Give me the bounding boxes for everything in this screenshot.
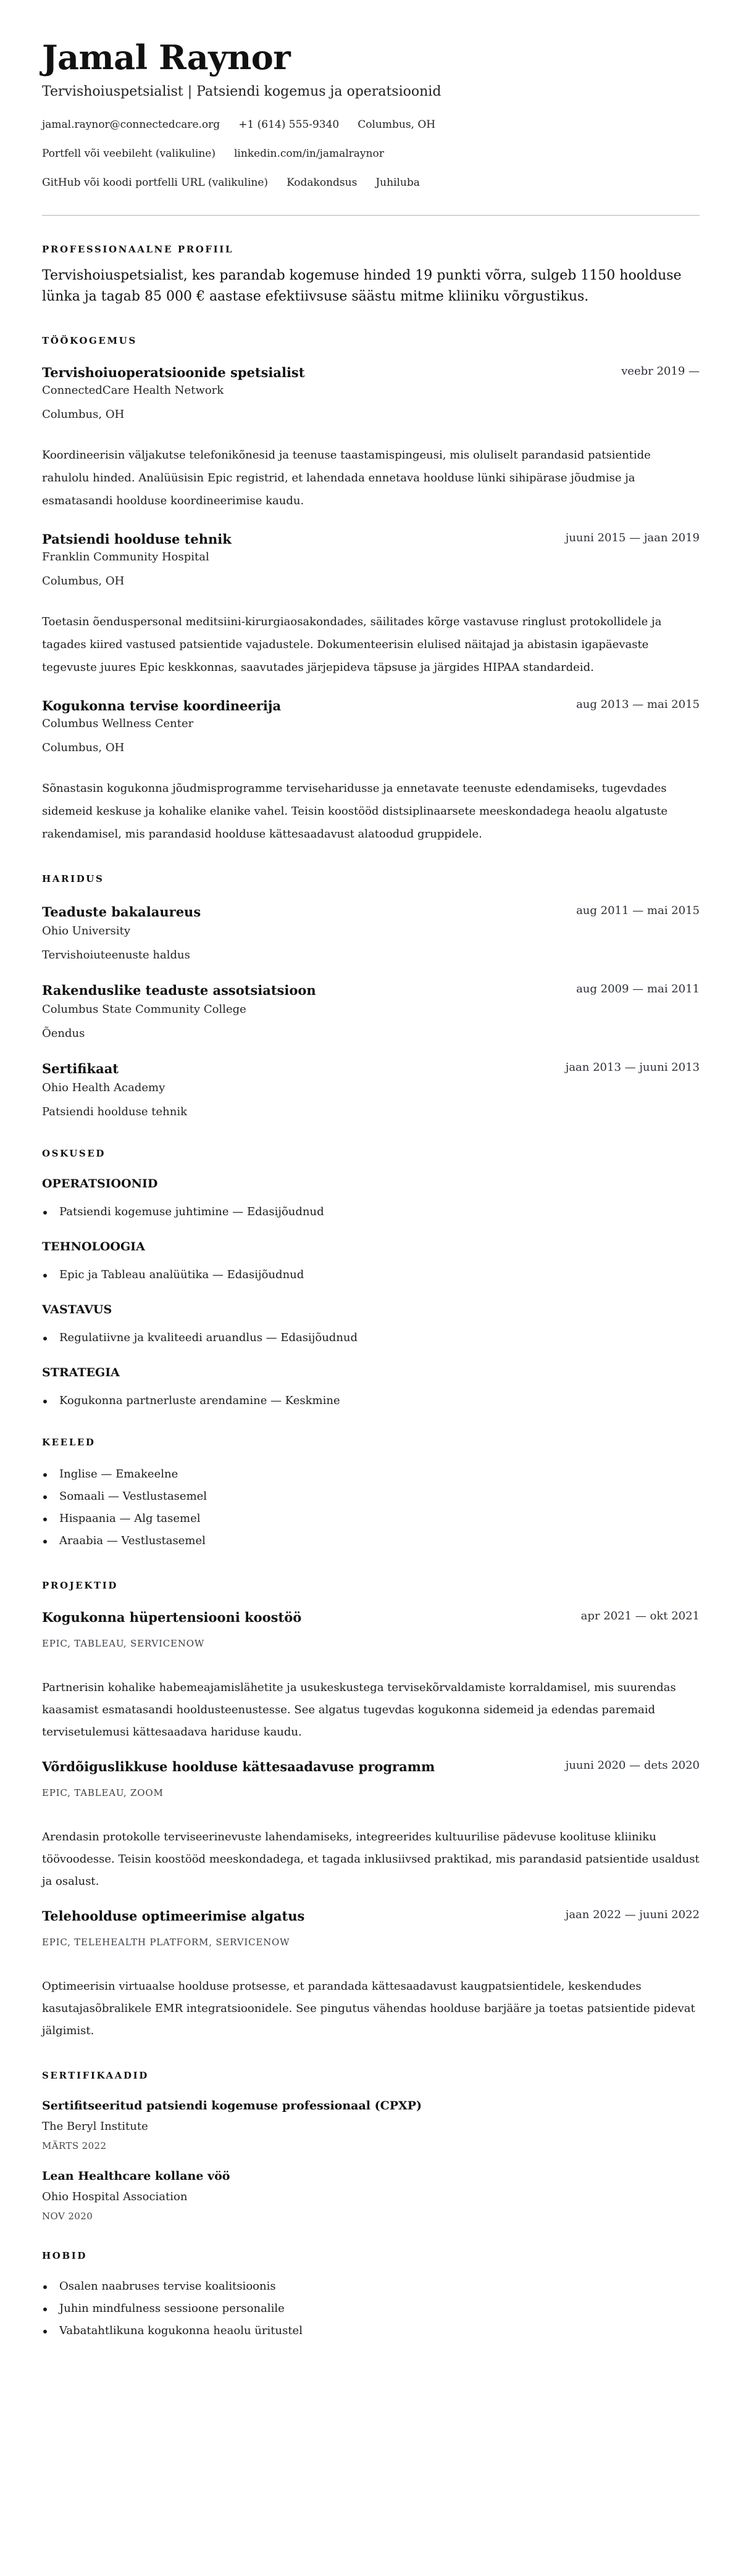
experience-entry [42,364,700,512]
skill-group [42,1239,700,1283]
project-entry [42,1758,700,1893]
job-location: Columbus, OH [42,408,125,421]
job-dates: juuni 2015 — jaan 2019 [565,531,700,544]
field-of-study: Patsiendi hoolduse tehnik [42,1105,187,1118]
skill-group [42,1302,700,1346]
education-entry [42,904,700,963]
certifications-section [42,2069,700,2222]
skill-group-title: OPERATSIOONID [42,1177,158,1190]
experience-entry [42,697,700,846]
project-entry [42,1609,700,1743]
section-title: OSKUSED [42,1148,106,1159]
hobby-item: Osalen naabruses tervise koalitsioonis [42,2275,700,2298]
section-title: SERTIFIKAADID [42,2070,149,2081]
section-title: PROFESSIONAALNE PROFIIL [42,244,234,255]
header-divider [42,215,700,216]
language-item: Hispaania — Alg tasemel [42,1508,700,1530]
portfolio-link[interactable]: Portfell või veebileht (valikuline) [42,147,216,160]
contact-row [42,117,700,132]
drivers-license: Juhiluba [375,177,420,189]
languages-section [42,1436,700,1552]
skills-section [42,1147,700,1409]
citizenship: Kodakondsus [287,177,358,189]
skill-item: Patsiendi kogemuse juhtimine — Edasijõudnud [42,1204,700,1220]
candidate-name: Jamal Raynor [42,38,291,77]
certification-date: NOV 2020 [42,2211,93,2222]
field-of-study: Tervishoiuteenuste haldus [42,949,190,962]
location: Columbus, OH [358,118,436,131]
project-description: Arendasin protokolle terviseerinevuste lahendamiseks, integreerides kultuurilise pädevuse koolituse kliiniku töövoodesse. Teisin koostööd meeskondadega, et tagada inklusiivsed praktikad, mis parandasid patsientide usaldust ja osalust. [42,1830,700,1888]
project-dates: jaan 2022 — juuni 2022 [565,1908,700,1921]
education-section [42,873,700,1120]
education-dates: jaan 2013 — juuni 2013 [565,1061,700,1074]
job-description: Koordineerisin väljakutse telefonikõnesid ja teenuse taastamispingeusi, mis oluliselt parandasid patsientide rahulolu hinded. Analüüsisin Epic registrid, et lahendada ennetava hoolduse lünki sihipärase jõudmise ja esmatasandi hoolduse koordineerimise kaudu. [42,449,651,507]
school: Columbus State Community College [42,1003,246,1016]
project-description: Optimeerisin virtuaalse hoolduse protsesse, et parandada kättesaadavust kaugpatsientidele, keskendudes kasutajasõbralikele EMR integratsioonidele. See pingutus vähendas hoolduse barjääre ja toetas patsientide pidevat jälgimist. [42,1980,695,2037]
degree: Rakenduslike teaduste assotsiatsioon [42,983,316,998]
section-title: TÖÖKOGEMUS [42,335,137,346]
job-description: Toetasin õenduspersonal meditsiini-kirurgiaosakondades, säilitades kõrge vastavuse ringlust protokollidele ja tagades kiired vastused patsientide vajadustele. Dokumenteerisin elulised näitajad ja abistasin igapäevaste tegevuste juures Epic keskkonnas, saavutades järjepideva täpsuse ja järgides HIPAA standardeid. [42,615,662,674]
skill-group-title: STRATEGIA [42,1366,120,1379]
field-of-study: Õendus [42,1027,85,1040]
certification-entry [42,2168,700,2222]
job-title: Kogukonna tervise koordineerija [42,698,282,713]
projects-section [42,1579,700,2042]
profile-section [42,243,700,307]
project-tags: EPIC, TABLEAU, ZOOM [42,1787,164,1798]
project-name: Võrdõiguslikkuse hoolduse kättesaadavuse programm [42,1759,435,1774]
resume-header [42,37,700,216]
job-title: Patsiendi hoolduse tehnik [42,531,232,547]
employer: Franklin Community Hospital [42,551,209,563]
project-dates: juuni 2020 — dets 2020 [565,1759,700,1772]
employer: ConnectedCare Health Network [42,384,224,397]
section-title: KEELED [42,1437,96,1448]
employer: Columbus Wellness Center [42,717,194,730]
hobby-item: Vabatahtlikuna kogukonna heaolu üritustel [42,2320,700,2342]
certification-issuer: Ohio Hospital Association [42,2190,188,2203]
github-link[interactable]: GitHub või koodi portfelli URL (valikuline) [42,177,269,189]
project-entry [42,1908,700,2042]
skill-item: Epic ja Tableau analüütika — Edasijõudnud [42,1267,700,1283]
language-item: Araabia — Vestlustasemel [42,1530,700,1552]
linkedin-link[interactable]: linkedin.com/in/jamalraynor [234,147,384,160]
certification-date: MÄRTS 2022 [42,2140,107,2151]
job-location: Columbus, OH [42,741,125,754]
job-location: Columbus, OH [42,575,125,588]
certification-entry [42,2098,700,2152]
skill-item: Regulatiivne ja kvaliteedi aruandlus — Edasijõudnud [42,1330,700,1346]
language-item: Somaali — Vestlustasemel [42,1485,700,1508]
section-title: PROJEKTID [42,1580,118,1591]
job-description: Sõnastasin kogukonna jõudmisprogramme terviseharidusse ja ennetavate teenuste edendamiseks, tugevdades sidemeid keskuse ja kohalike elanike vahel. Teisin koostööd distsiplinaarsete meeskondadega heaolu algatuste rakendamisel, mis parandasid hoolduse kättesaadavust alatoodud gruppidele. [42,782,668,841]
job-title: Tervishoiuoperatsioonide spetsialist [42,365,305,380]
certification-name: Sertifitseeritud patsiendi kogemuse professionaal (CPXP) [42,2099,422,2113]
project-tags: EPIC, TABLEAU, SERVICENOW [42,1638,205,1649]
section-title: HARIDUS [42,873,104,884]
hobby-item: Juhin mindfulness sessioone personalile [42,2298,700,2320]
job-dates: aug 2013 — mai 2015 [576,698,700,711]
school: Ohio Health Academy [42,1081,165,1094]
education-dates: aug 2011 — mai 2015 [576,904,700,917]
experience-section [42,334,700,846]
project-name: Kogukonna hüpertensiooni koostöö [42,1610,302,1625]
project-dates: apr 2021 — okt 2021 [580,1610,700,1622]
certification-name: Lean Healthcare kollane vöö [42,2169,230,2183]
project-description: Partnerisin kohalike habemeajamislähetite ja usukeskustega tervisekõrvaldamiste korraldamisel, mis suurendas kaasamist esmatasandi hooldusteenustesse. See algatus tugevdas kogukonna sidemeid ja edendas paremaid tervisetulemusi kättesaadava hariduse kaudu. [42,1681,676,1739]
email-link[interactable]: jamal.raynor@connectedcare.org [42,118,220,131]
contact-info [42,117,700,190]
job-dates: veebr 2019 — [621,365,700,378]
phone-number[interactable]: +1 (614) 555-9340 [238,118,340,131]
education-dates: aug 2009 — mai 2011 [576,983,700,995]
headline: Tervishoiuspetsialist | Patsiendi kogemus ja operatsioonid [42,84,442,99]
education-entry [42,982,700,1042]
skill-group-title: TEHNOLOOGIA [42,1240,145,1253]
degree: Teaduste bakalaureus [42,904,201,920]
skill-group-title: VASTAVUS [42,1303,112,1316]
certification-issuer: The Beryl Institute [42,2120,148,2133]
hobbies-section [42,2250,700,2342]
skill-group [42,1365,700,1409]
school: Ohio University [42,924,131,937]
degree: Sertifikaat [42,1061,119,1076]
project-name: Telehoolduse optimeerimise algatus [42,1908,305,1924]
skill-group [42,1176,700,1220]
contact-row [42,175,700,190]
project-tags: EPIC, TELEHEALTH PLATFORM, SERVICENOW [42,1937,290,1948]
profile-summary: Tervishoiuspetsialist, kes parandab kogemuse hinded 19 punkti võrra, sulgeb 1150 hoolduse lünka ja tagab 85 000 € aastase efektiivsuse säästu mitme kliiniku võrgustikus. [42,268,682,304]
experience-entry [42,531,700,679]
skill-item: Kogukonna partnerluste arendamine — Keskmine [42,1393,700,1409]
contact-row [42,146,700,161]
section-title: HOBID [42,2250,87,2261]
language-item: Inglise — Emakeelne [42,1463,700,1485]
education-entry [42,1060,700,1120]
